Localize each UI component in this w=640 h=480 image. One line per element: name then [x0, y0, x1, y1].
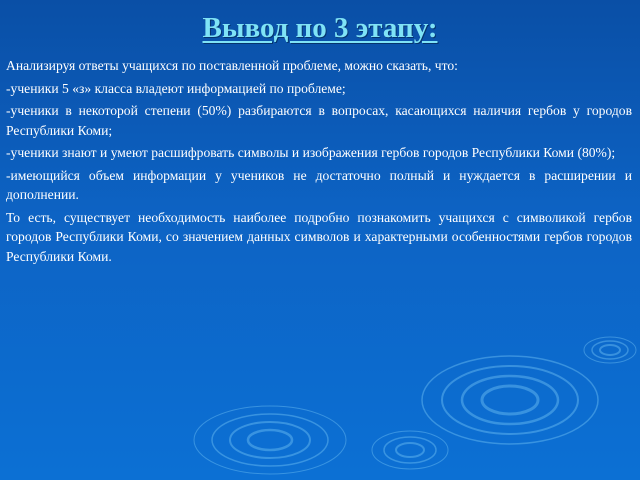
- body-paragraph-point-4: -имеющийся объем информации у учеников не достаточно полный и нуждается в расширении и дополнении.: [6, 167, 632, 202]
- body-paragraph-point-3: -ученики знают и умеют расшифровать символы и изображения гербов городов Республики Коми (80%);: [6, 145, 616, 160]
- body-paragraph-point-2: -ученики в некоторой степени (50%) разбираются в вопросах, касающихся наличия гербов у городов Республики Коми;: [6, 103, 632, 138]
- slide-body: [6, 56, 632, 269]
- body-paragraph-point-1: -ученики 5 «з» класса владеют информацией по проблеме;: [6, 80, 346, 96]
- slide-title: Вывод по 3 этапу:: [202, 12, 438, 44]
- body-paragraph-conclusion: То есть, существует необходимость наиболее подробно познакомить учащихся с символикой гербов городов Республики Коми, со значением данных символов и характерными особенностями гербов городов Республики Коми.: [6, 209, 632, 264]
- body-paragraph-intro: Анализируя ответы учащихся по поставленной проблеме, можно сказать, что:: [6, 58, 458, 73]
